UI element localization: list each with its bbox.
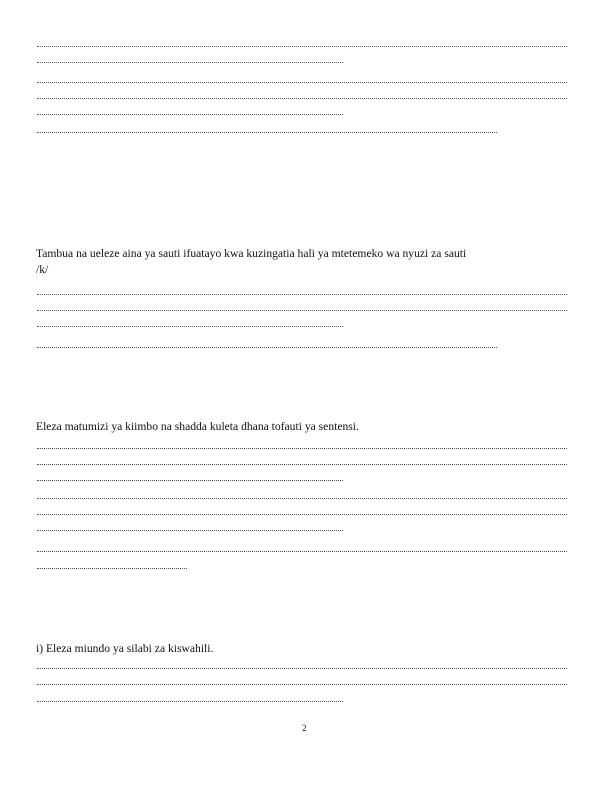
answer-line	[37, 551, 567, 552]
answer-line	[37, 132, 497, 133]
answer-line	[37, 62, 343, 63]
question-text: Tambua na ueleze aina ya sauti ifuatayo kwa kuzingatia hali ya mtetemeko wa nyuzi za sauti	[36, 247, 467, 260]
answer-line	[37, 480, 343, 481]
answer-line	[37, 514, 567, 515]
question-text-line2: /k/	[36, 263, 49, 276]
question-text: Eleza matumizi ya kiimbo na shadda kuleta dhana tofauti ya sentensi.	[36, 420, 359, 433]
question-text: i) Eleza miundo ya silabi za kiswahili.	[36, 642, 214, 655]
answer-line	[37, 498, 567, 499]
answer-line	[37, 448, 567, 449]
answer-line	[37, 326, 343, 327]
answer-line	[37, 347, 497, 348]
answer-line	[37, 684, 567, 685]
page-number: 2	[302, 723, 307, 733]
answer-line	[37, 668, 567, 669]
answer-line	[37, 114, 343, 115]
answer-line	[37, 530, 343, 531]
answer-line	[37, 294, 567, 295]
answer-line	[37, 98, 567, 99]
answer-line	[37, 464, 567, 465]
answer-line	[37, 82, 567, 83]
answer-line	[37, 46, 567, 47]
answer-line	[37, 568, 187, 569]
answer-line	[37, 310, 567, 311]
answer-line	[37, 701, 343, 702]
